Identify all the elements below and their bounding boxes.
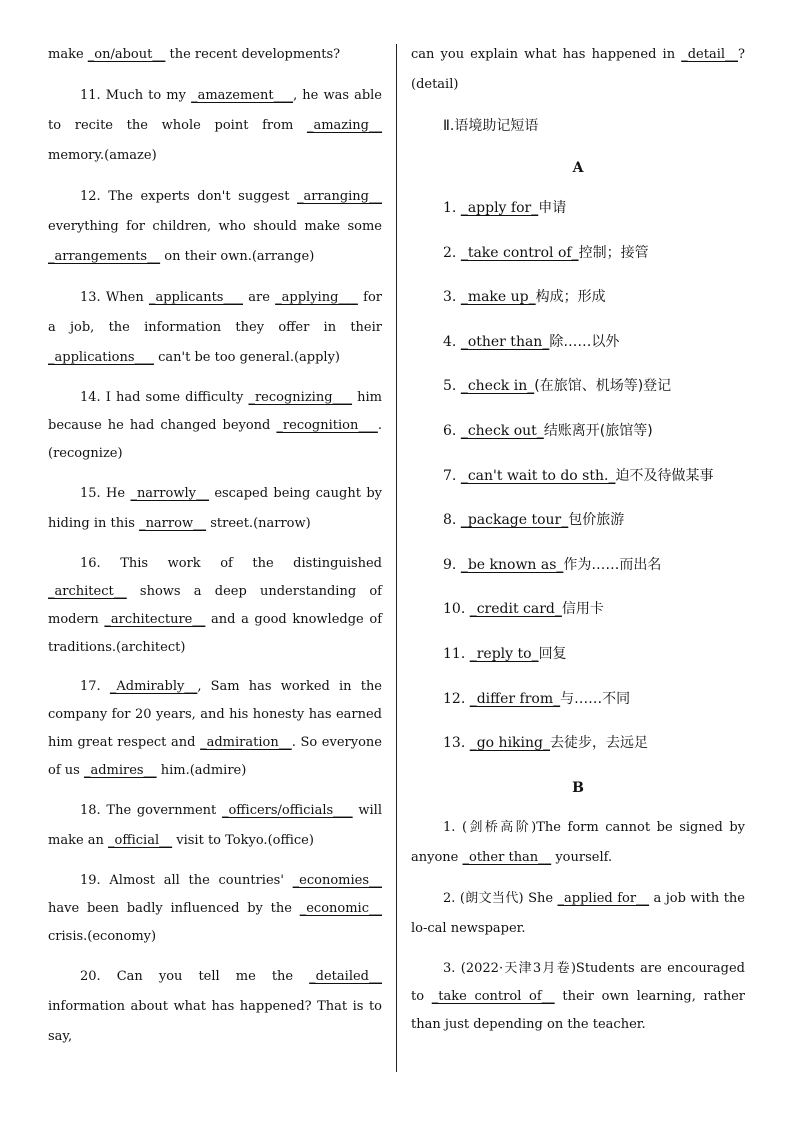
answer-blank: _on/about__ bbox=[87, 47, 166, 62]
phrase-answer: _differ from_ bbox=[469, 690, 561, 707]
answer-blank: _applying___ bbox=[275, 290, 358, 305]
answer-blank: _take control of__ bbox=[431, 988, 555, 1004]
question-16: 16. This work of the distinguished _architect__ shows a deep understanding of modern _architecture__ and a good knowledge of traditions.(architect) bbox=[48, 556, 383, 655]
answer-blank: _narrow__ bbox=[139, 516, 207, 531]
phrase-item: 4. _other than_除……以外 bbox=[443, 333, 620, 350]
b-question-3: 3. (2022·天津3月卷)Students are encouraged to _take control of__ their own learning, rather than just depending on the teacher. bbox=[411, 960, 745, 1032]
phrase-answer: _be known as_ bbox=[460, 556, 564, 573]
phrase-meaning: 包价旅游 bbox=[568, 512, 625, 529]
phrase-meaning: 与……不同 bbox=[560, 690, 631, 707]
answer-blank: _economic__ bbox=[299, 901, 382, 916]
b-question-2: 2. (朗文当代) She _applied for__ a job with the lo-cal newspaper. bbox=[411, 890, 745, 936]
answer-blank: _applied for__ bbox=[557, 890, 650, 906]
phrase-meaning: 控制；接管 bbox=[578, 244, 649, 261]
answer-blank: _detailed__ bbox=[309, 969, 382, 984]
phrase-meaning: 除……以外 bbox=[549, 333, 620, 350]
question-18: 18. The government _officers/officials___ will make an _official__ visit to Tokyo.(office) bbox=[48, 803, 382, 848]
phrase-meaning: (在旅馆、机场等)登记 bbox=[534, 378, 672, 395]
answer-blank: _architect__ bbox=[48, 584, 127, 599]
answer-blank: _amazing__ bbox=[306, 118, 382, 133]
phrase-item: 9. _be known as_作为……而出名 bbox=[443, 556, 662, 573]
phrase-answer: _check in_ bbox=[460, 378, 535, 395]
subsection-a-heading: A bbox=[572, 160, 584, 176]
answer-blank: _narrowly__ bbox=[130, 486, 209, 501]
question-20-continuation: can you explain what has happened in _detail__? (detail) bbox=[411, 47, 745, 92]
phrase-answer: _check out_ bbox=[460, 422, 544, 439]
question-15: 15. He _narrowly__ escaped being caught by hiding in this _narrow__ street.(narrow) bbox=[48, 486, 382, 531]
answer-blank: _applications___ bbox=[48, 350, 154, 365]
phrase-meaning: 去徒步，去远足 bbox=[550, 735, 648, 752]
question-12: 12. The experts don't suggest _arranging__ everything for children, who should make some _arrangements__ on their own.(arrange) bbox=[48, 189, 382, 264]
answer-blank: _official__ bbox=[108, 833, 173, 848]
phrase-item: 1. _apply for_申请 bbox=[443, 200, 567, 216]
phrase-meaning: 信用卡 bbox=[561, 601, 604, 618]
question-14: 14. I had some difficulty _recognizing___ him because he had changed beyond _recognition___.(recognize) bbox=[48, 390, 382, 461]
phrase-answer: _package tour_ bbox=[460, 512, 569, 529]
question-20: 20. Can you tell me the _detailed__ information about what has happened? That is to say, bbox=[48, 969, 382, 1044]
answer-blank: _arrangements__ bbox=[48, 249, 161, 264]
subsection-b-heading: B bbox=[572, 779, 584, 796]
phrase-answer: _reply to_ bbox=[469, 645, 539, 662]
answer-blank: _Admirably__ bbox=[109, 679, 198, 694]
answer-blank: _admiration__ bbox=[200, 735, 292, 750]
right-column bbox=[411, 40, 745, 1050]
phrase-meaning: 作为……而出名 bbox=[563, 556, 662, 573]
phrase-meaning: 结账离开(旅馆等) bbox=[543, 422, 653, 439]
section-title: Ⅱ.语境助记短语 bbox=[443, 118, 539, 134]
phrase-item: 7. _can't wait to do sth._迫不及待做某事 bbox=[443, 467, 714, 484]
answer-blank: _admires__ bbox=[83, 763, 157, 778]
phrase-meaning: 迫不及待做某事 bbox=[615, 467, 714, 484]
phrase-item: 8. _package tour_包价旅游 bbox=[443, 512, 625, 529]
question-13: 13. When _applicants___ are _applying___ for a job, the information they offer in their _applications___ can't be too general.(apply) bbox=[48, 290, 382, 365]
answer-blank: _amazement___ bbox=[191, 88, 294, 103]
phrase-answer: _credit card_ bbox=[469, 601, 562, 618]
answer-blank: _applicants___ bbox=[148, 290, 243, 305]
phrase-meaning: 申请 bbox=[538, 200, 567, 216]
question-11: 11. Much to my _amazement___, he was able to recite the whole point from _amazing__ memory.(amaze) bbox=[48, 88, 382, 163]
answer-blank: _arranging__ bbox=[297, 189, 382, 204]
phrase-answer: _take control of_ bbox=[460, 244, 579, 261]
phrase-item: 13. _go hiking_去徒步，去远足 bbox=[443, 735, 648, 752]
phrase-item: 3. _make up_构成；形成 bbox=[443, 289, 606, 306]
column-divider bbox=[396, 44, 397, 1072]
phrase-answer: _go hiking_ bbox=[469, 735, 550, 752]
phrase-answer: _can't wait to do sth._ bbox=[460, 467, 616, 484]
paragraph-10-continuation: make _on/about__ the recent developments? bbox=[48, 47, 341, 62]
phrase-item: 11. _reply to_回复 bbox=[443, 645, 567, 662]
phrase-meaning: 构成；形成 bbox=[535, 289, 606, 306]
left-column bbox=[48, 40, 382, 1063]
phrase-item: 6. _check out_结账离开(旅馆等) bbox=[443, 422, 653, 439]
phrase-item: 10. _credit card_信用卡 bbox=[443, 601, 604, 618]
answer-blank: _economies__ bbox=[292, 873, 382, 888]
answer-blank: _recognition___ bbox=[276, 418, 378, 433]
question-19: 19. Almost all the countries' _economies__ have been badly influenced by the _economic__ crisis.(economy) bbox=[48, 873, 382, 944]
answer-blank: _officers/officials___ bbox=[221, 803, 353, 818]
question-17: 17. _Admirably__, Sam has worked in the company for 20 years, and his honesty has earned him great respect and _admiration__. So everyone of us _admires__ him.(admire) bbox=[48, 679, 383, 778]
phrase-list bbox=[411, 193, 745, 758]
answer-blank: _architecture__ bbox=[104, 612, 206, 627]
phrase-answer: _make up_ bbox=[460, 289, 536, 306]
phrase-answer: _other than_ bbox=[460, 333, 550, 350]
answer-blank: _recognizing___ bbox=[248, 390, 353, 405]
phrase-item: 12. _differ from_与……不同 bbox=[443, 690, 631, 707]
answer-blank: _other than__ bbox=[462, 849, 552, 865]
phrase-item: 5. _check in_(在旅馆、机场等)登记 bbox=[443, 378, 672, 395]
b-question-1: 1. (剑桥高阶)The form cannot be signed by anyone _other than__ yourself. bbox=[411, 819, 745, 865]
answer-blank: _detail__ bbox=[681, 47, 739, 62]
phrase-item: 2. _take control of_控制；接管 bbox=[443, 244, 649, 261]
phrase-answer: _apply for_ bbox=[460, 200, 539, 216]
phrase-meaning: 回复 bbox=[538, 645, 567, 662]
